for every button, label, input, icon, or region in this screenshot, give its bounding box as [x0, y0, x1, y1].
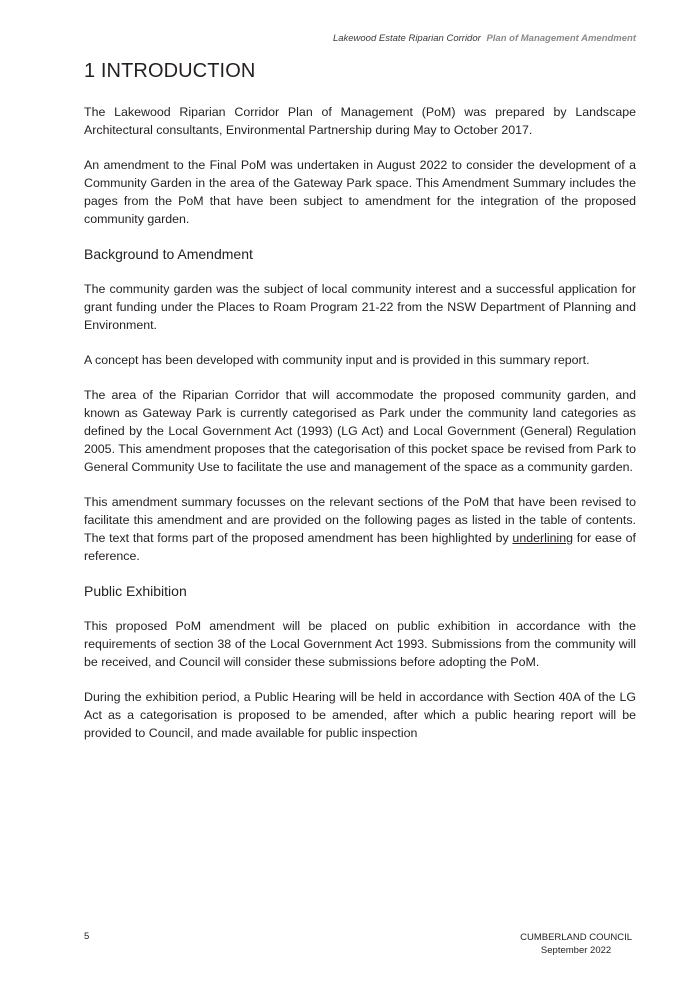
background-paragraph-1: The community garden was the subject of local community interest and a successful application for grant funding under the Places to Roam Program 21-22 from the NSW Department of Planning and Environment.	[84, 282, 636, 332]
section-title: 1 INTRODUCTION	[84, 60, 256, 82]
paragraph-text-after: for ease of reference.	[84, 531, 636, 563]
background-heading: Background to Amendment	[84, 246, 253, 262]
intro-paragraph-1: The Lakewood Riparian Corridor Plan of Management (PoM) was prepared by Landscape Architectural consultants, Environmental Partnership during May to October 2017.	[84, 105, 636, 137]
underlined-word: underlining	[512, 531, 574, 545]
page-number: 5	[84, 931, 90, 942]
background-paragraph-4	[84, 493, 636, 565]
paragraph-text-before: This amendment summary focusses on the relevant sections of the PoM that have been revised to facilitate this amendment and are provided on the following pages as listed in the table of contents. The text that forms part of the proposed amendment has been highlighted by	[84, 495, 636, 545]
exhibition-heading: Public Exhibition	[84, 583, 187, 599]
council-name: CUMBERLAND COUNCIL	[520, 932, 632, 943]
exhibition-paragraph-2: During the exhibition period, a Public Hearing will be held in accordance with Section 40A of the LG Act as a categorisation is proposed to be amended, after which a public hearing report will be provided to Council, and made available for public inspection	[84, 690, 636, 740]
background-paragraph-2: A concept has been developed with community input and is provided in this summary report.	[84, 353, 590, 367]
footer-date: September 2022	[540, 945, 612, 956]
page-body	[84, 58, 636, 759]
header-subtitle: Plan of Management Amendment	[486, 33, 636, 44]
exhibition-paragraph-1: This proposed PoM amendment will be placed on public exhibition in accordance with the requirements of section 38 of the Local Government Act 1993. Submissions from the community will be received, and Council will consider these submissions before adopting the PoM.	[84, 619, 636, 669]
footer-council-block	[520, 931, 632, 957]
intro-paragraph-2: An amendment to the Final PoM was undertaken in August 2022 to consider the development of a Community Garden in the area of the Gateway Park space. This Amendment Summary includes the pages from the PoM that have been subject to amendment for the integration of the proposed community garden.	[84, 158, 636, 226]
running-header	[333, 33, 636, 44]
header-title: Lakewood Estate Riparian Corridor	[332, 33, 481, 44]
background-paragraph-3: The area of the Riparian Corridor that will accommodate the proposed community garden, and known as Gateway Park is currently categorised as Park under the community land categories as defined by the Local Government Act (1993) (LG Act) and Local Government (General) Regulation 2005. This amendment proposes that the categorisation of this pocket space be revised from Park to General Community Use to facilitate the use and management of the space as a community garden.	[84, 388, 636, 474]
